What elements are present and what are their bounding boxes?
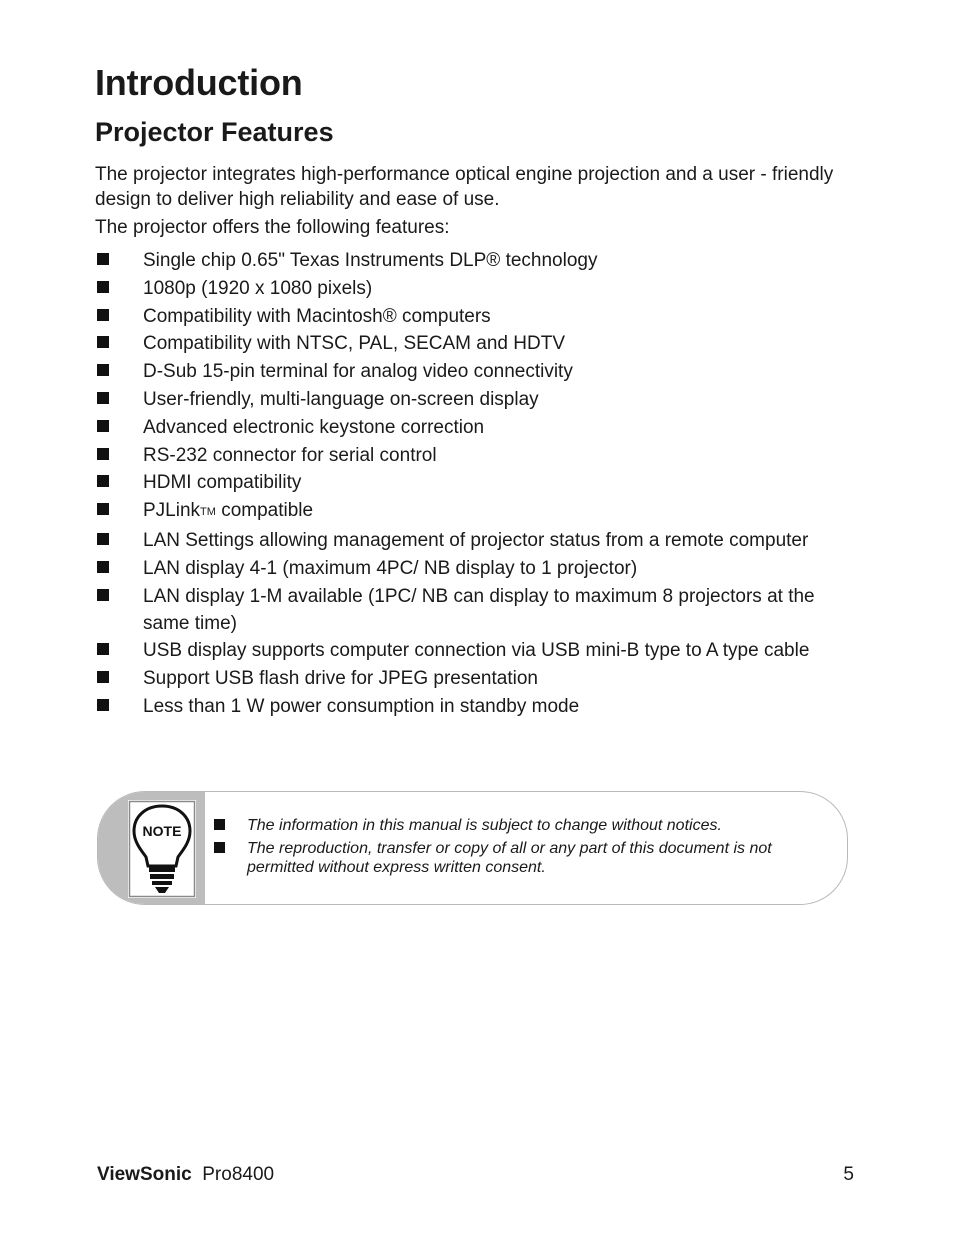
list-item bbox=[95, 414, 865, 441]
square-bullet-icon bbox=[97, 420, 109, 432]
feature-text: Support USB flash drive for JPEG presentation bbox=[143, 668, 538, 690]
list-item bbox=[95, 665, 865, 692]
list-item bbox=[95, 693, 865, 720]
square-bullet-icon bbox=[97, 364, 109, 376]
feature-text: Compatibility with NTSC, PAL, SECAM and HDTV bbox=[143, 333, 565, 355]
list-item bbox=[95, 330, 865, 357]
feature-text: D-Sub 15-pin terminal for analog video connectivity bbox=[143, 361, 573, 383]
list-item bbox=[95, 469, 865, 496]
square-bullet-icon bbox=[97, 448, 109, 460]
lightbulb-note-icon bbox=[128, 800, 196, 898]
feature-text: HDMI compatibility bbox=[143, 472, 302, 494]
footer-brand bbox=[97, 1164, 274, 1186]
features-lead-in: The projector offers the following features: bbox=[95, 217, 450, 238]
feature-text: 1080p (1920 x 1080 pixels) bbox=[143, 277, 373, 299]
model-name: Pro8400 bbox=[202, 1164, 275, 1185]
feature-text: LAN Settings allowing management of projector status from a remote computer bbox=[143, 529, 809, 551]
list-item bbox=[95, 247, 865, 274]
page-title: Introduction bbox=[95, 62, 303, 103]
feature-text: Less than 1 W power consumption in standby mode bbox=[143, 695, 580, 717]
square-bullet-icon bbox=[214, 819, 225, 830]
list-item bbox=[95, 497, 865, 526]
list-item bbox=[95, 386, 865, 413]
list-item bbox=[95, 303, 865, 330]
list-item bbox=[95, 637, 865, 664]
brand-name: ViewSonic bbox=[97, 1164, 192, 1185]
list-item bbox=[95, 583, 865, 637]
list-item bbox=[95, 527, 865, 554]
square-bullet-icon bbox=[97, 392, 109, 404]
feature-text: USB display supports computer connection via USB mini-B type to A type cable bbox=[143, 640, 810, 662]
note-item bbox=[213, 816, 813, 835]
trademark-mark: TM bbox=[200, 506, 216, 519]
note-text: The reproduction, transfer or copy of all or any part of this document is not permitted without express written consent. bbox=[247, 840, 772, 876]
section-title: Projector Features bbox=[95, 117, 334, 147]
feature-text: LAN display 1-M available (1PC/ NB can display to maximum 8 projectors at the same time) bbox=[143, 585, 815, 634]
note-list bbox=[213, 816, 813, 881]
square-bullet-icon bbox=[97, 281, 109, 293]
feature-text: LAN display 4-1 (maximum 4PC/ NB display to 1 projector) bbox=[143, 557, 638, 579]
feature-list bbox=[95, 247, 865, 721]
square-bullet-icon bbox=[97, 336, 109, 348]
square-bullet-icon bbox=[97, 643, 109, 655]
square-bullet-icon bbox=[97, 533, 109, 545]
square-bullet-icon bbox=[97, 671, 109, 683]
square-bullet-icon bbox=[97, 309, 109, 321]
square-bullet-icon bbox=[97, 475, 109, 487]
page-number: 5 bbox=[843, 1164, 854, 1185]
intro-paragraph: The projector integrates high-performance optical engine projection and a user - friendly design to deliver high reliability and ease of use. bbox=[95, 164, 834, 210]
note-icon-label: NOTE bbox=[142, 823, 182, 839]
square-bullet-icon bbox=[214, 842, 225, 853]
square-bullet-icon bbox=[97, 253, 109, 265]
feature-text: RS-232 connector for serial control bbox=[143, 444, 437, 466]
feature-text-pjlink-suffix: compatible bbox=[215, 500, 314, 522]
note-text: The information in this manual is subject to change without notices. bbox=[247, 817, 722, 834]
list-item bbox=[95, 555, 865, 582]
note-item bbox=[213, 839, 813, 877]
square-bullet-icon bbox=[97, 589, 109, 601]
list-item bbox=[95, 358, 865, 385]
feature-text: Compatibility with Macintosh® computers bbox=[143, 305, 491, 327]
square-bullet-icon bbox=[97, 699, 109, 711]
feature-text: Advanced electronic keystone correction bbox=[143, 416, 485, 438]
feature-text: User-friendly, multi-language on-screen display bbox=[143, 388, 539, 410]
note-box bbox=[97, 791, 848, 905]
square-bullet-icon bbox=[97, 503, 109, 515]
list-item bbox=[95, 275, 865, 302]
feature-text: Single chip 0.65" Texas Instruments DLP® technology bbox=[143, 250, 598, 271]
feature-text-pjlink: PJLink bbox=[143, 500, 201, 522]
note-sidebar bbox=[98, 792, 205, 904]
list-item bbox=[95, 442, 865, 469]
square-bullet-icon bbox=[97, 561, 109, 573]
